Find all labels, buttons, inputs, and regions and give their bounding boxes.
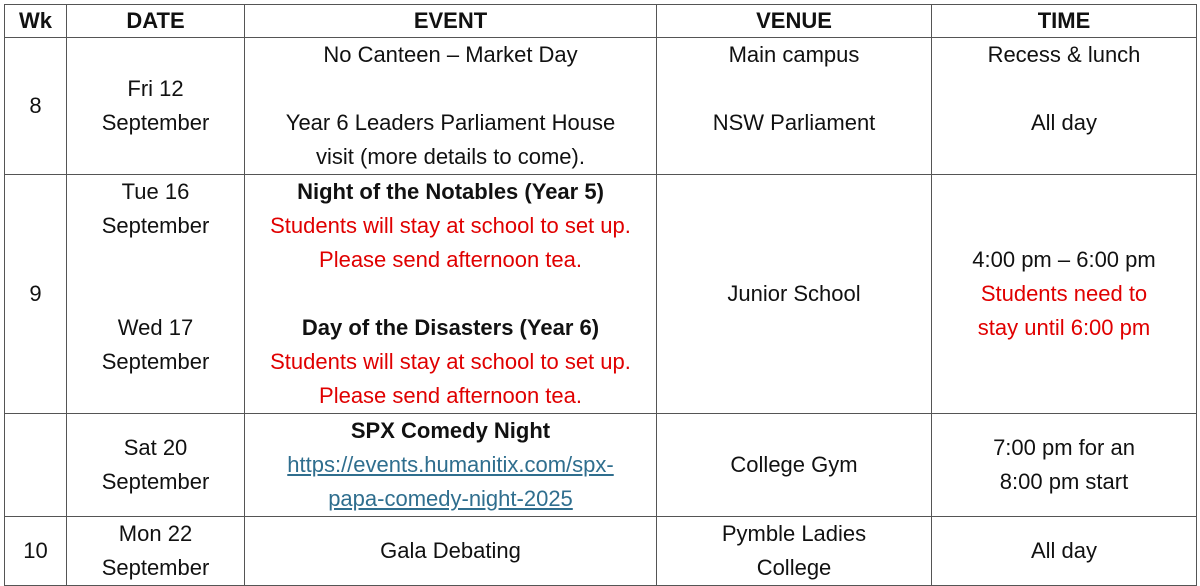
time-note: Students need to <box>980 281 1148 306</box>
venue-text: Main campus <box>728 42 860 67</box>
time-text: All day <box>1030 110 1098 135</box>
week-cell: 8 <box>5 38 67 175</box>
event-text: visit (more details to come). <box>316 144 585 169</box>
header-wk: Wk <box>5 5 67 38</box>
header-venue: VENUE <box>657 5 932 38</box>
date-cell <box>67 414 245 517</box>
date-month: September <box>101 555 210 580</box>
event-cell <box>245 414 657 517</box>
table-row <box>5 175 1197 414</box>
table-row <box>5 517 1197 586</box>
event-note: Students will stay at school to set up. <box>270 349 631 374</box>
venue-cell: Junior School <box>657 175 932 414</box>
event-note: Students will stay at school to set up. <box>270 213 631 238</box>
event-cell <box>245 175 657 414</box>
venue-cell: College Gym <box>657 414 932 517</box>
venue-text: NSW Parliament <box>712 110 876 135</box>
header-row <box>5 5 1197 38</box>
week-cell: 10 <box>5 517 67 586</box>
time-cell <box>932 414 1197 517</box>
date-day: Wed 17 <box>117 315 194 340</box>
date-day: Fri 12 <box>127 76 184 101</box>
header-date: DATE <box>67 5 245 38</box>
event-link[interactable] <box>251 448 650 516</box>
event-link-line[interactable]: https://events.humanitix.com/spx- <box>287 452 614 477</box>
event-text: No Canteen – Market Day <box>323 42 578 67</box>
event-link-line[interactable]: papa-comedy-night-2025 <box>328 486 573 511</box>
time-note: stay until 6:00 pm <box>977 315 1151 340</box>
venue-cell <box>657 38 932 175</box>
time-cell: All day <box>932 517 1197 586</box>
date-cell <box>67 175 245 414</box>
header-time: TIME <box>932 5 1197 38</box>
table-row <box>5 414 1197 517</box>
time-text: 7:00 pm for an <box>993 435 1135 460</box>
header-event: EVENT <box>245 5 657 38</box>
event-note: Please send afternoon tea. <box>319 383 582 408</box>
week-cell: 9 <box>5 175 67 414</box>
time-text: 4:00 pm – 6:00 pm <box>972 247 1156 272</box>
time-text: 8:00 pm start <box>999 469 1129 494</box>
venue-cell <box>657 517 932 586</box>
table-row <box>5 38 1197 175</box>
date-day: Sat 20 <box>123 435 188 460</box>
date-month: September <box>101 110 210 135</box>
event-title: Day of the Disasters (Year 6) <box>301 315 600 340</box>
venue-text: College <box>756 555 832 580</box>
event-cell <box>245 38 657 175</box>
date-month: September <box>101 349 210 374</box>
date-cell <box>67 517 245 586</box>
week-cell <box>5 414 67 517</box>
time-cell <box>932 175 1197 414</box>
venue-text: Pymble Ladies <box>721 521 867 546</box>
event-text: Year 6 Leaders Parliament House <box>285 110 616 135</box>
date-month: September <box>101 213 210 238</box>
date-day: Tue 16 <box>121 179 190 204</box>
date-month: September <box>101 469 210 494</box>
event-title: SPX Comedy Night <box>350 418 551 443</box>
date-cell <box>67 38 245 175</box>
time-text: Recess & lunch <box>987 42 1141 67</box>
event-note: Please send afternoon tea. <box>319 247 582 272</box>
date-day: Mon 22 <box>118 521 193 546</box>
time-cell <box>932 38 1197 175</box>
event-title: Night of the Notables (Year 5) <box>297 179 604 204</box>
events-schedule-table <box>4 4 1197 586</box>
event-cell: Gala Debating <box>245 517 657 586</box>
